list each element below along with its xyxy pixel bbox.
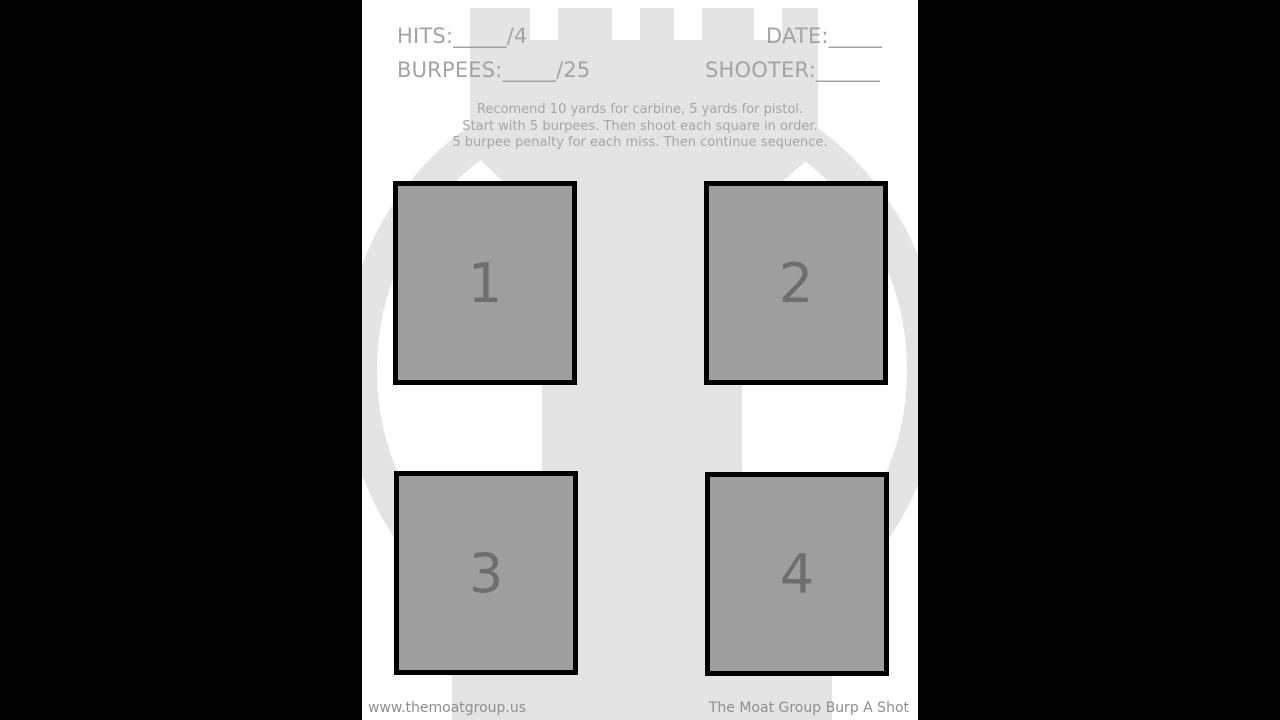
burpees-field: BURPEES:_____/25 — [397, 58, 591, 82]
target-number: 1 — [467, 251, 503, 315]
target-number: 3 — [468, 541, 504, 605]
target-number: 2 — [778, 251, 814, 315]
instructions — [407, 102, 873, 152]
hits-field: HITS:_____/4 — [397, 24, 528, 48]
shooter-field: SHOOTER:______ — [705, 58, 881, 82]
instruction-line: Recomend 10 yards for carbine, 5 yards for pistol. — [476, 102, 804, 117]
footer-website: www.themoatgroup.us — [368, 700, 527, 716]
footer-title: The Moat Group Burp A Shot — [708, 700, 909, 716]
date-field: DATE:_____ — [766, 24, 883, 48]
instruction-line: 5 burpee penalty for each miss. Then continue sequence. — [452, 135, 828, 150]
target-square-1 — [393, 181, 577, 385]
target-square-3 — [394, 471, 578, 675]
target-sheet-page — [362, 0, 918, 720]
target-square-2 — [704, 181, 888, 385]
instruction-line: Start with 5 burpees. Then shoot each square in order. — [462, 118, 818, 134]
target-square-4 — [705, 472, 889, 676]
target-number: 4 — [779, 542, 815, 606]
